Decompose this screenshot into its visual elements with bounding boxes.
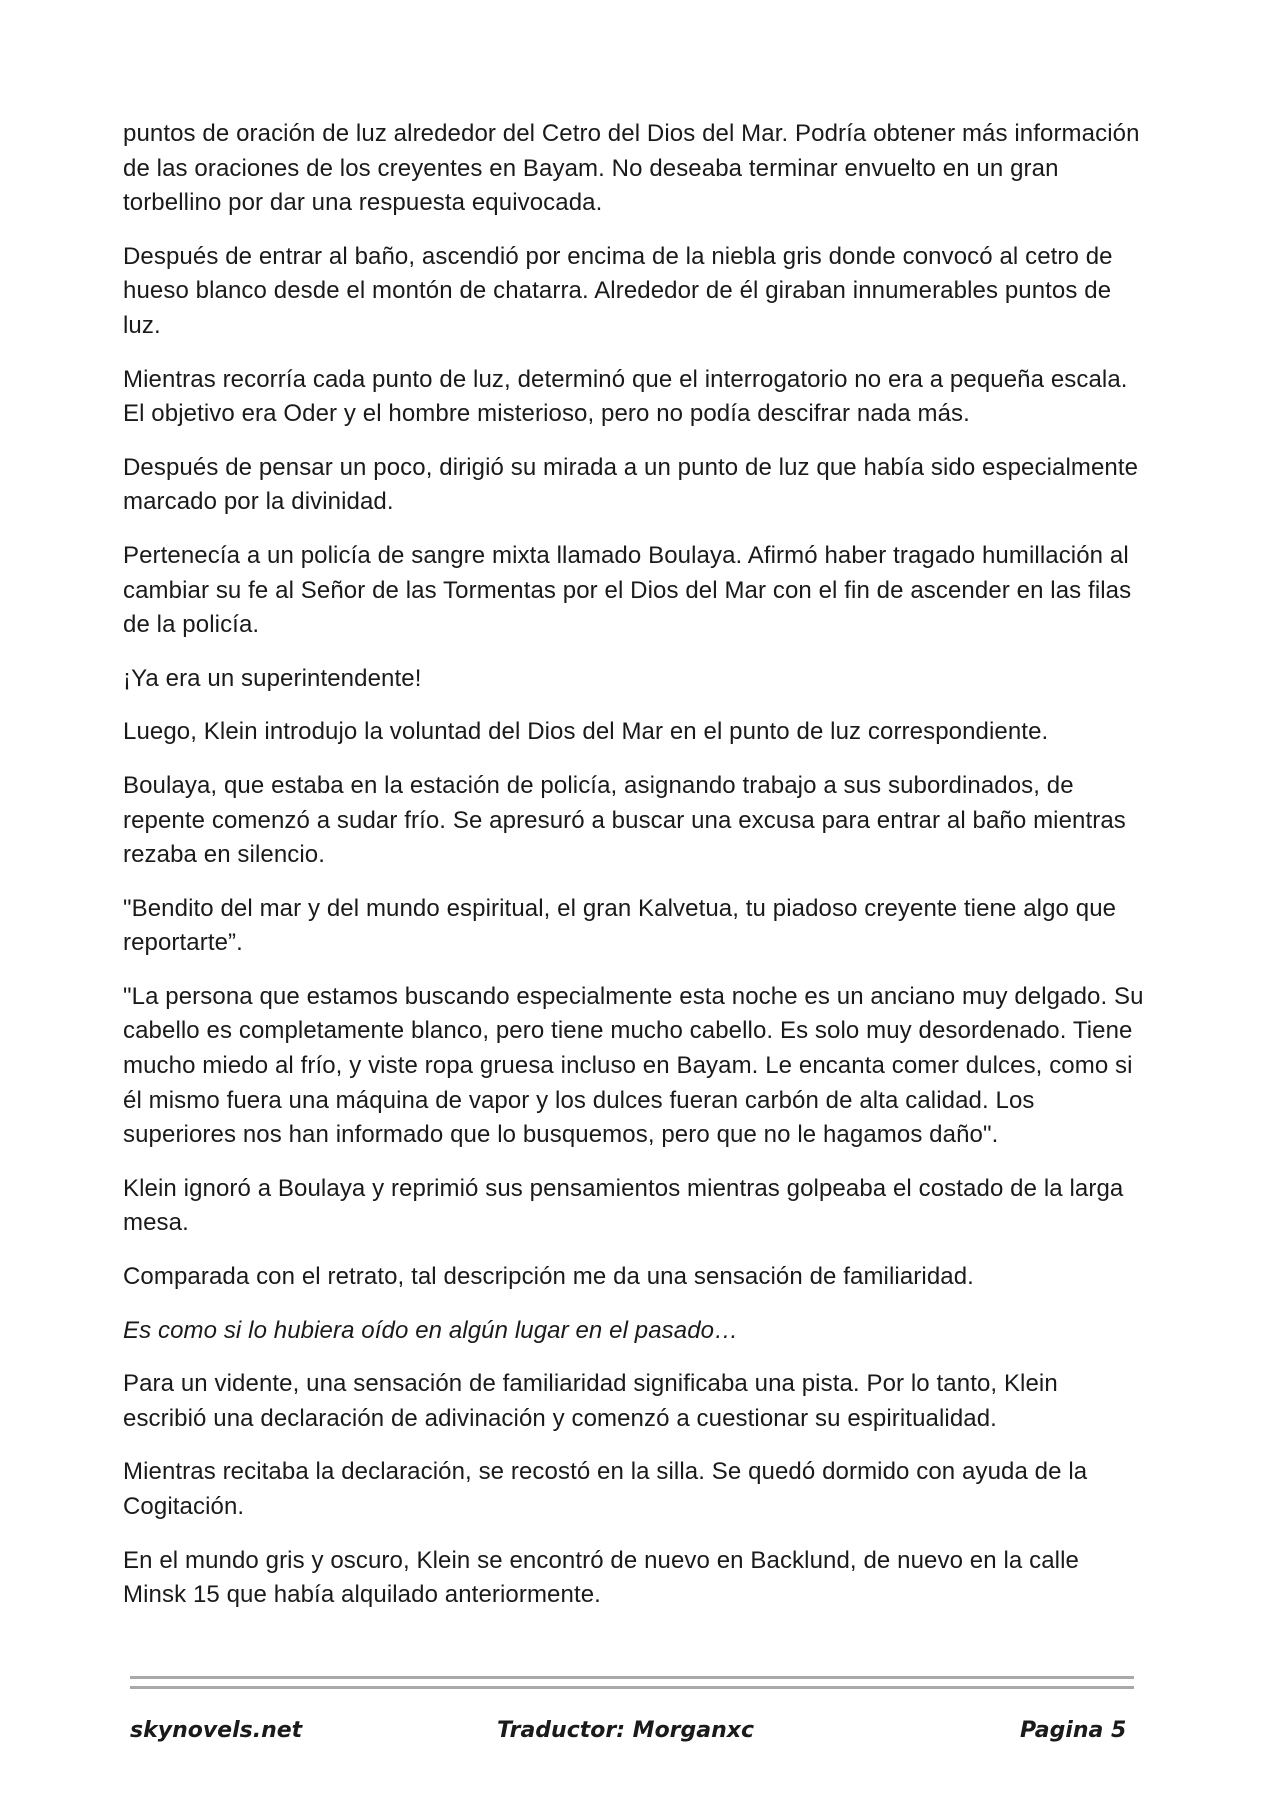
paragraph: Pertenecía a un policía de sangre mixta llamado Boulaya. Afirmó haber tragado humillación al cambiar su fe al Señor de las Tormentas por el Dios del Mar con el fin de ascender en las filas de la policía. [123, 541, 1132, 639]
paragraph: Comparada con el retrato, tal descripción me da una sensación de familiaridad. [123, 1263, 974, 1291]
footer-translator: Traductor: Morganxc [497, 1718, 755, 1743]
paragraph-italic-thought: Es como si lo hubiera oído en algún lugar en el pasado… [123, 1316, 739, 1344]
paragraph: Klein ignoró a Boulaya y reprimió sus pensamientos mientras golpeaba el costado de la larga mesa. [123, 1174, 1124, 1237]
paragraph: "Bendito del mar y del mundo espiritual, el gran Kalvetua, tu piadoso creyente tiene algo que reportarte”. [123, 894, 1117, 957]
footer-divider-bottom [130, 1686, 1134, 1689]
paragraph: Después de entrar al baño, ascendió por encima de la niebla gris donde convocó al cetro de hueso blanco desde el montón de chatarra. Alrededor de él giraban innumerables puntos de luz. [123, 242, 1113, 339]
paragraph: puntos de oración de luz alrededor del Cetro del Dios del Mar. Podría obtener más información de las oraciones de los creyentes en Bayam. No deseaba terminar envuelto en un gran torbellino por dar una respuesta equivocada. [123, 120, 1140, 217]
footer-site: skynovels.net [130, 1718, 303, 1743]
paragraph: Boulaya, que estaba en la estación de policía, asignando trabajo a sus subordinados, de repente comenzó a sudar frío. Se apresuró a buscar una excusa para entrar al baño mientras rezaba en silencio. [123, 771, 1126, 869]
paragraph: En el mundo gris y oscuro, Klein se encontró de nuevo en Backlund, de nuevo en la calle Minsk 15 que había alquilado anteriormente. [123, 1546, 1079, 1609]
paragraph: Para un vidente, una sensación de familiaridad significaba una pista. Por lo tanto, Klein escribió una declaración de adivinación y comenzó a cuestionar su espiritualidad. [123, 1370, 1058, 1432]
paragraph: Después de pensar un poco, dirigió su mirada a un punto de luz que había sido especialmente marcado por la divinidad. [123, 453, 1139, 516]
paragraph: ¡Ya era un superintendente! [123, 664, 422, 692]
paragraph: Mientras recorría cada punto de luz, determinó que el interrogatorio no era a pequeña escala. El objetivo era Oder y el hombre misterioso, pero no podía descifrar nada más. [123, 365, 1128, 428]
body-text [123, 117, 1145, 1632]
paragraph: Mientras recitaba la declaración, se recostó en la silla. Se quedó dormido con ayuda de la Cogitación. [123, 1458, 1088, 1520]
paragraph: Luego, Klein introdujo la voluntad del Dios del Mar en el punto de luz correspondiente. [123, 718, 1049, 746]
footer-divider-top [130, 1676, 1134, 1679]
footer-page-number: Pagina 5 [1020, 1718, 1127, 1743]
paragraph: "La persona que estamos buscando especialmente esta noche es un anciano muy delgado. Su cabello es completamente blanco, pero tiene mucho cabello. Es solo muy desordenado. Tiene mucho miedo al frío, y viste ropa gruesa incluso en Bayam. Le encanta comer dulces, como si él mismo fuera una máquina de vapor y los dulces fueran carbón de alta calidad. Los superiores nos han informado que lo busquemos, pero que no le hagamos daño". [123, 982, 1144, 1149]
